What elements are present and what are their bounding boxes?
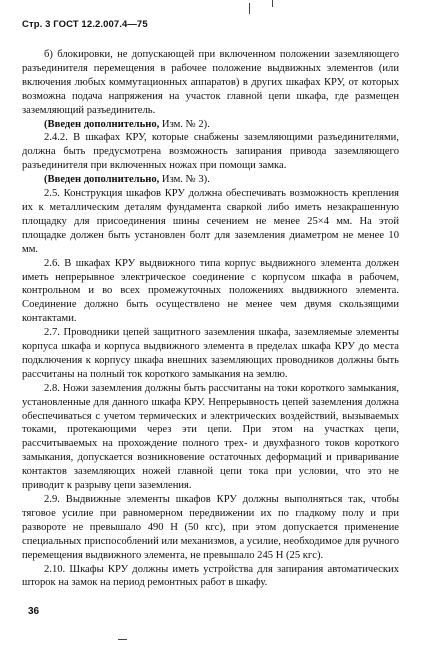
paragraph: 2.10. Шкафы КРУ должны иметь устройства для запирания автоматических шторок на замок на период ремонтных работ в шкафу. — [22, 563, 399, 589]
paragraph: 2.8. Ножи заземления должны быть рассчитаны на токи короткого замыкания, установленные для данного шкафа КРУ. Непрерывность цепей заземления должна обеспечиваться с учетом термических и электрических воздействий, вызываемых токами, протекающими через эти цепи. При этом на участках цепи, рассчитываемых на прохождение полного трех- и двухфазного токов короткого замыкания, допускается возникновение остаточных деформаций и приваривание контактов заземляющих ножей главной цепи тока при условии, что это не приводит к разрыву цепи заземления. — [22, 382, 399, 492]
amendment-ref: Изм. № 2). — [161, 118, 210, 130]
amendment-label: (Введен дополнительно, — [44, 174, 160, 186]
paragraph: 2.9. Выдвижные элементы шкафов КРУ должны выполняться так, чтобы тяговое усилие при равномерном передвижении их по гладкому полу и при развороте не превышало 490 Н (50 кгс), при этом допускается применение специальных приспособлений или механизмов, а усилие, необходимое для ручного перемещения выдвижного элемента, не превышало 245 Н (25 кгс). — [22, 494, 399, 561]
scan-mark-top-right — [272, 0, 273, 7]
body-text — [22, 48, 399, 590]
page-header: Стр. 3 ГОСТ 12.2.007.4—75 — [22, 19, 148, 30]
scan-mark-top — [249, 3, 250, 14]
paragraph: 2.4.2. В шкафах КРУ, которые снабжены заземляющими разъединителями, должна быть предусмотрена возможность запирания привода заземляющего разъединителя при включенных ножах при помощи замка. — [22, 132, 399, 172]
amendment-note — [22, 173, 399, 187]
scan-mark-bottom — [118, 639, 127, 640]
amendment-label: (Введен дополнительно, — [44, 118, 160, 130]
paragraph: 2.5. Конструкция шкафов КРУ должна обеспечивать возможность крепления их к металлическим деталям фундамента сваркой либо иметь незакрашенную площадку для присоединения шины сечением не менее 25×4 мм. На этой площадке должен быть установлен болт для заземления диаметром не менее 10 мм. — [22, 188, 399, 255]
paragraph: б) блокировки, не допускающей при включенном положении заземляющего разъединителя перемещения в рабочее положение выдвижных элементов (или включения любых коммутационных аппаратов) в других шкафах КРУ, от которых возможна подача напряжения на участок главной цепи шкафа, где размещен заземляющий разъединитель. — [22, 49, 399, 116]
paragraph: 2.7. Проводники цепей защитного заземления шкафа, заземляемые элементы корпуса шкафа и корпуса выдвижного элемента в пределах шкафа КРУ до места подключения к корпусу шкафа внешних заземляющих проводников должны быть рассчитаны на полный ток короткого замыкания на землю. — [22, 327, 399, 380]
page-number: 36 — [28, 606, 40, 617]
amendment-note — [22, 118, 399, 132]
paragraph: 2.6. В шкафах КРУ выдвижного типа корпус выдвижного элемента должен иметь непрерывное электрическое соединение с корпусом шкафа в рабочем, контрольном и во всех промежуточных положениях выдвижного элемента. Соединение должно быть осуществлено не менее чем двумя скользящими контактами. — [22, 257, 399, 325]
amendment-ref: Изм. № 3). — [161, 174, 210, 186]
